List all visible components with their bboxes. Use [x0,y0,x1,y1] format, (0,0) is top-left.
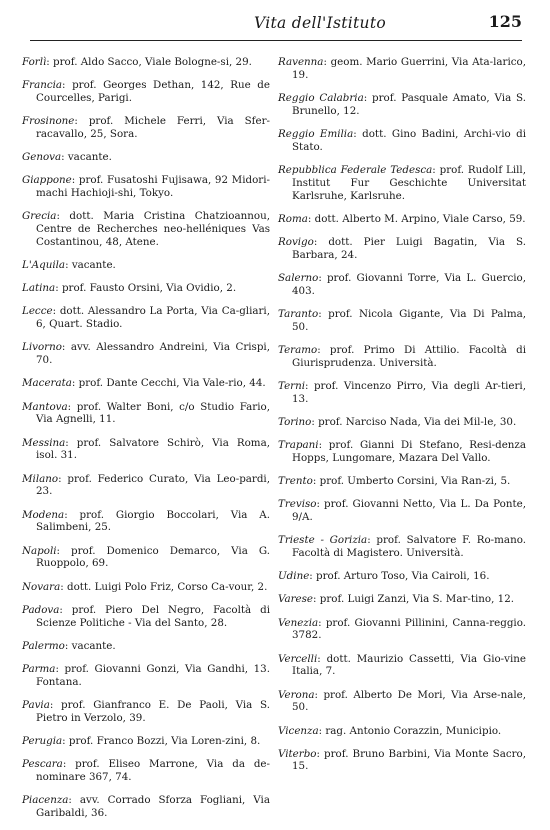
entry-separator: : [74,115,89,128]
entry-separator: : [312,475,320,488]
entry-city: Reggio Emilia [278,127,354,140]
entry-text: prof. Gianni Di Stefano, Resi-denza Hopps, Lungomare, Mazara Del Vallo. [292,439,526,464]
entry-separator: : [49,698,62,711]
directory-entry [278,534,526,560]
entry-city: Napoli [22,544,57,557]
directory-entry [278,164,526,202]
entry-text: prof. Rudolf Lill, Institut Fur Geschichte Universitat Karlsruhe, Karlsruhe. [292,163,526,202]
directory-entry [278,570,526,583]
directory-entry [278,128,526,154]
directory-entry [22,663,270,689]
directory-entry [22,282,270,295]
entry-city: Varese [278,593,314,606]
directory-entry [278,416,526,429]
entry-city: Ravenna [278,56,324,68]
entry-city: L'Aquila [22,259,66,272]
entry-separator: : [65,259,72,272]
entry-city: Trento [278,475,313,488]
entry-separator: : [363,91,373,104]
header-rule [30,40,522,41]
directory-entry [22,473,270,499]
entry-city: Venezia [278,616,319,629]
left-column [22,56,270,830]
entry-separator: : [318,439,329,452]
entry-city: Rovigo [278,235,314,248]
directory-entry [278,92,526,118]
entry-text: geom. Mario Guerrini, Via Ata-larico, 19. [292,56,526,81]
entry-separator: : [353,127,363,140]
entry-separator: : [65,436,77,449]
entry-separator: : [56,544,72,557]
directory-entry [22,79,270,105]
entry-text: prof. Michele Ferri, Via Sfer-racavallo, 25, Sora. [36,115,270,140]
entry-city: Taranto [278,307,319,320]
directory-entry [22,640,270,653]
entry-text: vacante. [71,259,116,272]
directory-entry [22,259,270,272]
entry-separator: : [305,379,314,392]
entry-text: prof. Giovanni Torre, Via L. Guercio, 403. [292,271,526,297]
entry-separator: : [62,734,69,747]
entry-text: vacante. [71,639,116,652]
directory-entry [22,794,270,820]
directory-entry [22,545,270,571]
entry-city: Macerata [22,377,72,390]
directory-entry [278,617,526,643]
entry-text: prof. Alberto De Mori, Via Arse-nale, 50. [292,688,526,714]
entry-text: dott. Pier Luigi Bagatin, Via S. Barbara, 24. [292,235,526,261]
entry-city: Repubblica Federale Tedesca [278,163,433,176]
directory-entry [22,341,270,367]
entry-separator: : [68,794,80,807]
entry-city: Latina [22,282,56,295]
entry-separator: : [318,724,326,737]
entry-city: Vicenza [278,724,319,737]
entry-text: prof. Aldo Sacco, Viale Bologne-si, 29. [53,56,252,68]
entry-separator: : [313,593,320,606]
entry-city: Lecce [22,305,53,318]
entry-city: Novara [22,580,61,593]
entry-text: prof. Narciso Nada, Via dei Mil-le, 30. [318,415,517,428]
entry-city: Pescara [22,758,63,771]
entry-separator: : [46,56,54,68]
directory-entry [22,401,270,427]
entry-text: prof. Domenico Demarco, Via G. Ruoppolo, 69. [36,544,270,570]
entry-separator: : [311,415,319,428]
entry-text: dott. Gino Badini, Archi-vio di Stato. [292,127,526,153]
directory-entry [22,581,270,594]
entry-city: Udine [278,570,310,583]
entry-city: Piacenza [22,794,69,807]
directory-entry [22,305,270,331]
directory-entry [278,653,526,679]
entry-separator: : [64,508,80,521]
entry-separator: : [71,377,79,390]
entry-text: prof. Georges Dethan, 142, Rue de Courcelles, Parigi. [36,79,270,104]
directory-entry [278,725,526,738]
entry-city: Vercelli [278,652,318,665]
directory-entry [22,758,270,784]
entry-city: Pavia [22,698,50,711]
entry-text: prof. Primo Di Attilio. Facoltà di Giurisprudenza. Università. [292,343,526,369]
entry-text: prof. Nicola Gigante, Via Di Palma, 50. [292,307,526,333]
entry-text: rag. Antonio Corazzin, Municipio. [325,724,502,737]
entry-text: dott. Alberto M. Arpino, Viale Carso, 59. [314,212,526,225]
entry-text: dott. Alessandro La Porta, Via Ca-gliari, 6, Quart. Stadio. [36,305,271,331]
entry-separator: : [323,56,331,68]
entry-city: Treviso [278,498,317,511]
directory-entry [22,56,270,69]
entry-city: Terni [278,379,306,392]
entry-city: Palermo [22,639,65,652]
entry-separator: : [432,163,440,176]
entry-separator: : [367,534,377,547]
entry-separator: : [62,758,76,771]
entry-text: prof. Vincenzo Pirro, Via degli Ar-tieri, 13. [292,379,527,405]
entry-separator: : [64,639,72,652]
entry-city: Padova [22,603,60,616]
entry-city: Parma [22,662,56,675]
entry-city: Francia [22,79,63,92]
entry-text: prof. Eliseo Marrone, Via da de-nominare 367, 74. [36,758,270,783]
entry-separator: : [314,688,324,701]
directory-entry [278,272,526,298]
entry-text: prof. Giovanni Pillinini, Canna-reggio. 3782. [292,616,526,642]
entry-city: Livorno [22,341,62,354]
entry-text: prof. Salvatore Schirò, Via Roma, isol. 31. [36,436,270,462]
entry-separator: : [317,343,330,356]
entry-text: prof. Fusatoshi Fujisawa, 92 Midori-machi Hachioji-shi, Tokyo. [36,174,270,200]
page-header [30,10,522,40]
entry-city: Frosinone [22,115,75,128]
entry-city: Salerno [278,271,319,284]
entry-text: prof. Giorgio Boccolari, Via A. Salimbeni, 25. [36,508,270,534]
entry-separator: : [318,307,329,320]
directory-entry [278,236,526,262]
directory-entry [22,210,270,248]
directory-entry [22,735,270,748]
entry-text: dott. Maria Cristina Chatzioannou, Centre de Recherches neo-helléniques Vas Costantinou, 48, Atene. [36,210,270,248]
entry-separator: : [61,341,71,354]
entry-separator: : [60,580,67,593]
page-number: 125 [488,12,522,31]
entry-city: Roma [278,212,308,225]
entry-city: Forlì [22,56,47,68]
entry-separator: : [307,212,315,225]
directory-entry [278,475,526,488]
entry-text: prof. Giovanni Netto, Via L. Da Ponte, 9/A. [292,498,526,523]
entry-text: prof. Piero Del Negro, Facoltà di Scienze Politiche - Via del Santo, 28. [36,603,271,629]
entry-text: prof. Fausto Orsini, Via Ovidio, 2. [61,282,237,295]
directory-entry [278,689,526,715]
directory-entry [22,604,270,630]
entry-separator: : [316,498,325,511]
entry-city: Giappone [22,174,72,187]
directory-entry [278,380,526,406]
entry-city: Milano [22,472,59,485]
entry-separator: : [318,616,326,629]
directory-entry [278,593,526,606]
entry-city: Trapani [278,439,319,452]
entry-text: vacante. [67,151,112,164]
entry-separator: : [55,662,65,675]
directory-entry [22,437,270,463]
entry-text: prof. Giovanni Gonzi, Via Gandhi, 13. Fontana. [36,662,270,688]
directory-entry [278,344,526,370]
right-column [278,56,526,784]
directory-entry [22,115,270,141]
entry-separator: : [58,472,68,485]
entry-separator: : [313,235,329,248]
entry-text: prof. Luigi Zanzi, Via S. Mar-tino, 12. [319,593,515,606]
entry-text: prof. Walter Boni, c/o Studio Fario, Via Agnelli, 11. [36,400,270,426]
entry-separator: : [61,151,68,164]
entry-separator: : [318,271,327,284]
entry-text: prof. Salvatore F. Ro-mano. Facoltà di Magistero. Università. [292,534,526,559]
entry-city: Grecia [22,210,57,223]
entry-separator: : [309,570,317,583]
entry-city: Torino [278,415,312,428]
directory-entry [278,213,526,226]
directory-entry [278,498,526,524]
directory-entry [22,377,270,390]
directory-entry [278,308,526,334]
entry-text: prof. Arturo Toso, Via Cairoli, 16. [316,570,490,583]
directory-entry [278,748,526,774]
entry-city: Mantova [22,400,68,413]
directory-entry [22,699,270,725]
entry-text: prof. Umberto Corsini, Via Ran-zi, 5. [319,475,511,488]
entry-text: prof. Federico Curato, Via Leo-pardi, 23. [36,472,270,498]
directory-entry [22,151,270,164]
entry-separator: : [59,603,72,616]
entry-city: Viterbo [278,747,317,760]
entry-city: Genova [22,151,62,164]
directory-entry [278,439,526,465]
entry-separator: : [55,282,62,295]
entry-text: prof. Pasquale Amato, Via S. Brunello, 12. [292,91,526,117]
directory-entry [22,174,270,200]
entry-city: Messina [22,436,66,449]
entry-text: prof. Bruno Barbini, Via Monte Sacro, 15. [292,747,527,773]
entry-text: dott. Maurizio Cassetti, Via Gio-vine Italia, 7. [292,652,526,678]
directory-entry [22,509,270,535]
entry-text: prof. Gianfranco E. De Paoli, Via S. Pietro in Verzolo, 39. [36,698,270,724]
entry-text: avv. Corrado Sforza Fogliani, Via Garibaldi, 36. [36,794,270,819]
entry-city: Teramo [278,343,318,356]
entry-separator: : [71,174,79,187]
entry-separator: : [316,747,325,760]
entry-separator: : [62,79,73,92]
directory-entry [278,56,526,82]
entry-separator: : [67,400,77,413]
entry-city: Trieste - Gorizia [278,534,368,547]
entry-city: Verona [278,688,315,701]
entry-separator: : [56,210,70,223]
entry-city: Reggio Calabria [278,91,364,104]
entry-text: dott. Luigi Polo Friz, Corso Ca-vour, 2. [66,580,268,593]
entry-text: avv. Alessandro Andreini, Via Crispi, 70. [36,341,270,367]
entry-text: prof. Franco Bozzi, Via Loren-zini, 8. [68,734,261,747]
running-title: Vita dell'Istituto [254,14,386,32]
entry-city: Perugia [22,734,63,747]
entry-text: prof. Dante Cecchi, Via Vale-rio, 44. [78,377,266,390]
entry-separator: : [52,305,60,318]
entry-city: Modena [22,508,65,521]
entry-separator: : [317,652,327,665]
